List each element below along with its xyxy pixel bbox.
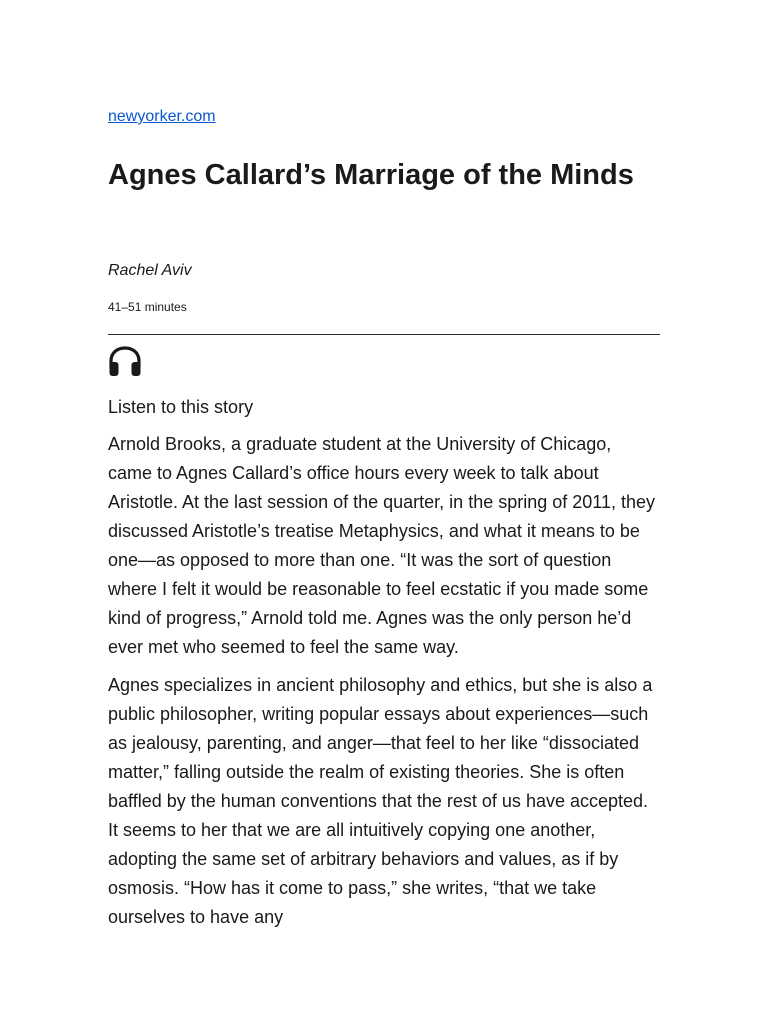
article-title: Agnes Callard’s Marriage of the Minds bbox=[108, 159, 634, 191]
body-paragraph: Agnes specializes in ancient philosophy and ethics, but she is also a public philosopher, writing popular essays about experiences—such as jealousy, parenting, and anger—that feel to her like “dissociated matter,” falling outside the realm of existing theories. She is often baffled by the human conventions that the rest of us have accepted. It seems to her that we are all intuitively copying one another, adopting the same set of arbitrary behaviors and values, as if by osmosis. “How has it come to pass,” she writes, “that we take ourselves to have any bbox=[108, 675, 653, 927]
article-author: Rachel Aviv bbox=[108, 262, 192, 279]
headphones-icon[interactable] bbox=[108, 345, 142, 377]
article-body bbox=[108, 430, 660, 941]
read-time: 41–51 minutes bbox=[108, 300, 187, 314]
body-paragraph: Arnold Brooks, a graduate student at the University of Chicago, came to Agnes Callard’s office hours every week to talk about Aristotle. At the last session of the quarter, in the spring of 2011, they discussed Aristotle’s treatise Metaphysics, and what it means to be one—as opposed to more than one. “It was the sort of question where I felt it would be reasonable to feel ecstatic if you made some kind of progress,” Arnold told me. Agnes was the only person he’d ever met who seemed to feel the same way. bbox=[108, 434, 655, 657]
listen-label[interactable]: Listen to this story bbox=[108, 397, 254, 417]
source-link[interactable]: newyorker.com bbox=[108, 108, 216, 125]
divider bbox=[108, 334, 660, 335]
